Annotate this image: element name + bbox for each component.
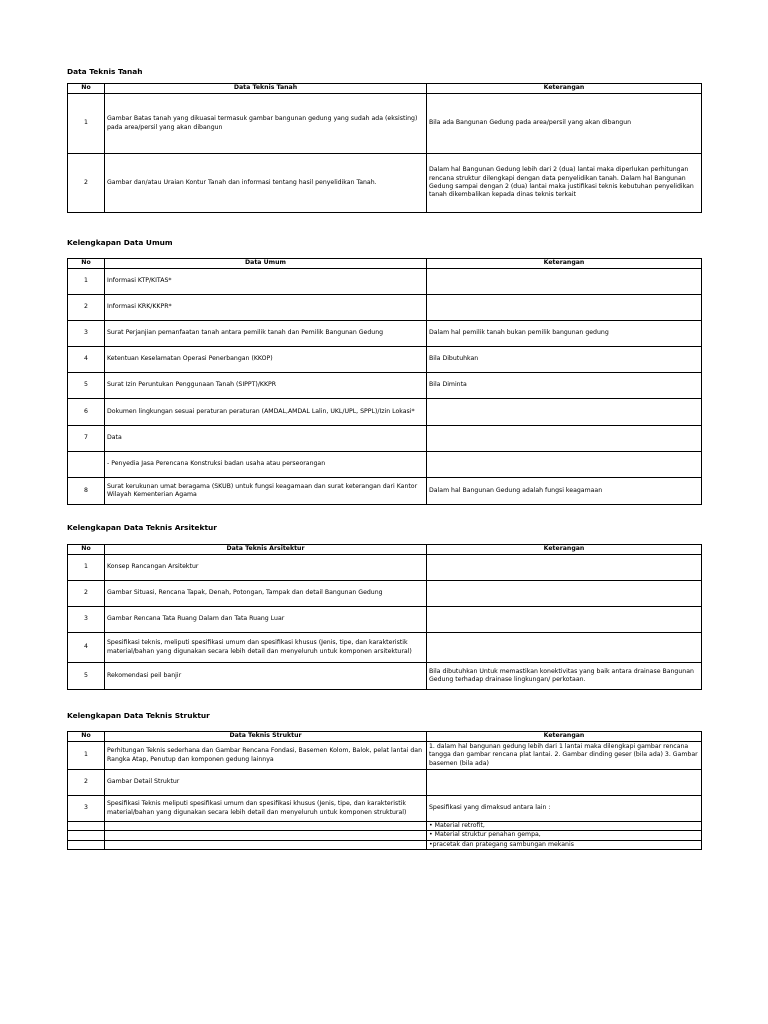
table-row xyxy=(68,426,702,452)
table-row xyxy=(68,399,702,426)
row-no: 6 xyxy=(68,399,105,426)
row-keterangan: Bila ada Bangunan Gedung pada area/persil yang akan dibangun xyxy=(427,94,702,154)
header-keterangan: Keterangan xyxy=(427,259,702,269)
table-data-umum xyxy=(67,258,702,505)
row-no: 1 xyxy=(68,269,105,295)
section-data-teknis-struktur xyxy=(67,711,701,850)
row-keterangan: Spesifikasi yang dimaksud antara lain : xyxy=(427,796,702,822)
row-no: 5 xyxy=(68,373,105,399)
row-keterangan xyxy=(427,770,702,796)
row-keterangan xyxy=(427,452,702,478)
table-row xyxy=(68,452,702,478)
row-no: 1 xyxy=(68,555,105,581)
row-data: - Penyedia Jasa Perencana Konstruksi badan usaha atau perseorangan xyxy=(105,452,427,478)
header-data: Data Teknis Struktur xyxy=(105,732,427,742)
table-row xyxy=(68,742,702,770)
table-row xyxy=(68,269,702,295)
row-no: 3 xyxy=(68,321,105,347)
row-keterangan: Dalam hal Bangunan Gedung adalah fungsi keagamaan xyxy=(427,478,702,505)
row-no: 4 xyxy=(68,633,105,663)
table-header-row xyxy=(68,732,702,742)
row-keterangan: •pracetak dan prategang sambungan mekanis xyxy=(427,840,702,849)
table-row xyxy=(68,607,702,633)
row-keterangan xyxy=(427,581,702,607)
row-no xyxy=(68,822,105,831)
row-keterangan: Bila Dibutuhkan xyxy=(427,347,702,373)
table-row xyxy=(68,663,702,690)
table-row xyxy=(68,321,702,347)
table-row xyxy=(68,154,702,213)
row-data: Gambar Situasi, Rencana Tapak, Denah, Potongan, Tampak dan detail Bangunan Gedung xyxy=(105,581,427,607)
table-row xyxy=(68,831,702,840)
row-data xyxy=(105,840,427,849)
header-keterangan: Keterangan xyxy=(427,545,702,555)
header-no: No xyxy=(68,84,105,94)
row-no: 3 xyxy=(68,607,105,633)
row-keterangan xyxy=(427,295,702,321)
header-data: Data Teknis Tanah xyxy=(105,84,427,94)
row-data: Gambar dan/atau Uraian Kontur Tanah dan informasi tentang hasil penyelidikan Tanah. xyxy=(105,154,427,213)
row-no: 2 xyxy=(68,295,105,321)
row-data: Spesifikasi teknis, meliputi spesifikasi umum dan spesifikasi khusus (Jenis, tipe, dan karakteristik material/bahan yang digunakan secara lebih detail dan menyeluruh untuk komponen arsitektural) xyxy=(105,633,427,663)
row-no: 2 xyxy=(68,770,105,796)
row-data: Gambar Detail Struktur xyxy=(105,770,427,796)
row-no: 2 xyxy=(68,581,105,607)
row-data: Perhitungan Teknis sederhana dan Gambar Rencana Fondasi, Basemen Kolom, Balok, pelat lantai dan Rangka Atap, Penutup dan komponen gedung lainnya xyxy=(105,742,427,770)
header-keterangan: Keterangan xyxy=(427,732,702,742)
row-no: 1 xyxy=(68,94,105,154)
row-data: Spesifikasi Teknis meliputi spesifikasi umum dan spesifikasi khusus (Jenis, tipe, dan karakteristik material/bahan yang digunakan secara lebih detail dan menyeluruh untuk komponen struktural) xyxy=(105,796,427,822)
row-data: Ketentuan Keselamatan Operasi Penerbangan (KKOP) xyxy=(105,347,427,373)
row-data: Gambar Batas tanah yang dikuasai termasuk gambar bangunan gedung yang sudah ada (eksisting) pada area/persil yang akan dibangun xyxy=(105,94,427,154)
row-data: Surat kerukunan umat beragama (SKUB) untuk fungsi keagamaan dan surat keterangan dari Kantor Wilayah Kementerian Agama xyxy=(105,478,427,505)
row-keterangan: Dalam hal Bangunan Gedung lebih dari 2 (dua) lantai maka diperlukan perhitungan rencana struktur dilengkapi dengan data penyelidikan tanah. Dalam hal Bangunan Gedung sampai dengan 2 (dua) lantai maka justifikasi teknis kebutuhan penyelidikan tanah dikembalikan kepada dinas teknis terkait xyxy=(427,154,702,213)
row-no: 2 xyxy=(68,154,105,213)
row-keterangan: Bila Diminta xyxy=(427,373,702,399)
row-keterangan xyxy=(427,607,702,633)
table-data-teknis-struktur xyxy=(67,731,702,850)
section-title: Kelengkapan Data Teknis Arsitektur xyxy=(67,523,217,532)
row-data: Surat Perjanjian pemanfaatan tanah antara pemilik tanah dan Pemilik Bangunan Gedung xyxy=(105,321,427,347)
row-keterangan xyxy=(427,269,702,295)
row-data: Data xyxy=(105,426,427,452)
row-data: Rekomendasi peil banjir xyxy=(105,663,427,690)
row-data: Informasi KRK/KKPR* xyxy=(105,295,427,321)
table-row xyxy=(68,581,702,607)
row-keterangan: • Material struktur penahan gempa, xyxy=(427,831,702,840)
table-row xyxy=(68,633,702,663)
table-header-row xyxy=(68,84,702,94)
row-keterangan: • Material retrofit, xyxy=(427,822,702,831)
row-keterangan: Dalam hal pemilik tanah bukan pemilik bangunan gedung xyxy=(427,321,702,347)
header-no: No xyxy=(68,732,105,742)
row-data: Informasi KTP/KITAS* xyxy=(105,269,427,295)
row-no xyxy=(68,452,105,478)
table-row xyxy=(68,840,702,849)
row-no: 7 xyxy=(68,426,105,452)
row-data: Konsep Rancangan Arsitektur xyxy=(105,555,427,581)
table-data-teknis-arsitektur xyxy=(67,544,702,690)
header-no: No xyxy=(68,545,105,555)
table-row xyxy=(68,555,702,581)
row-keterangan: 1. dalam hal bangunan gedung lebih dari 1 lantai maka dilengkapi gambar rencana tangga dan gambar rencana plat lantai. 2. Gambar dinding geser (bila ada) 3. Gambar basemen (bila ada) xyxy=(427,742,702,770)
section-data-teknis-arsitektur xyxy=(67,523,701,690)
row-no: 3 xyxy=(68,796,105,822)
header-keterangan: Keterangan xyxy=(427,84,702,94)
row-keterangan xyxy=(427,555,702,581)
row-data xyxy=(105,822,427,831)
table-row xyxy=(68,94,702,154)
section-title: Data Teknis Tanah xyxy=(67,67,143,76)
header-no: No xyxy=(68,259,105,269)
row-no xyxy=(68,831,105,840)
section-data-teknis-tanah xyxy=(67,67,701,213)
row-no: 1 xyxy=(68,742,105,770)
table-row xyxy=(68,373,702,399)
row-keterangan xyxy=(427,399,702,426)
header-data: Data Umum xyxy=(105,259,427,269)
section-title: Kelengkapan Data Teknis Struktur xyxy=(67,711,210,720)
row-keterangan xyxy=(427,633,702,663)
row-data xyxy=(105,831,427,840)
row-no xyxy=(68,840,105,849)
row-keterangan xyxy=(427,426,702,452)
table-header-row xyxy=(68,259,702,269)
table-row xyxy=(68,347,702,373)
header-data: Data Teknis Arsitektur xyxy=(105,545,427,555)
row-no: 5 xyxy=(68,663,105,690)
table-row xyxy=(68,796,702,822)
section-title: Kelengkapan Data Umum xyxy=(67,238,173,247)
row-no: 4 xyxy=(68,347,105,373)
table-row xyxy=(68,770,702,796)
row-keterangan: Bila dibutuhkan Untuk memastikan konektivitas yang baik antara drainase Bangunan Gedung terhadap drainase lingkungan/ perkotaan. xyxy=(427,663,702,690)
row-data: Dokumen lingkungan sesuai peraturan peraturan (AMDAL,AMDAL Lalin, UKL/UPL, SPPL)/Izin Lokasi* xyxy=(105,399,427,426)
section-data-umum xyxy=(67,238,701,505)
row-data: Surat Izin Peruntukan Penggunaan Tanah (SIPPT)/KKPR xyxy=(105,373,427,399)
table-data-teknis-tanah xyxy=(67,83,702,213)
table-header-row xyxy=(68,545,702,555)
row-data: Gambar Rencana Tata Ruang Dalam dan Tata Ruang Luar xyxy=(105,607,427,633)
row-no: 8 xyxy=(68,478,105,505)
table-row xyxy=(68,295,702,321)
table-row xyxy=(68,822,702,831)
table-row xyxy=(68,478,702,505)
